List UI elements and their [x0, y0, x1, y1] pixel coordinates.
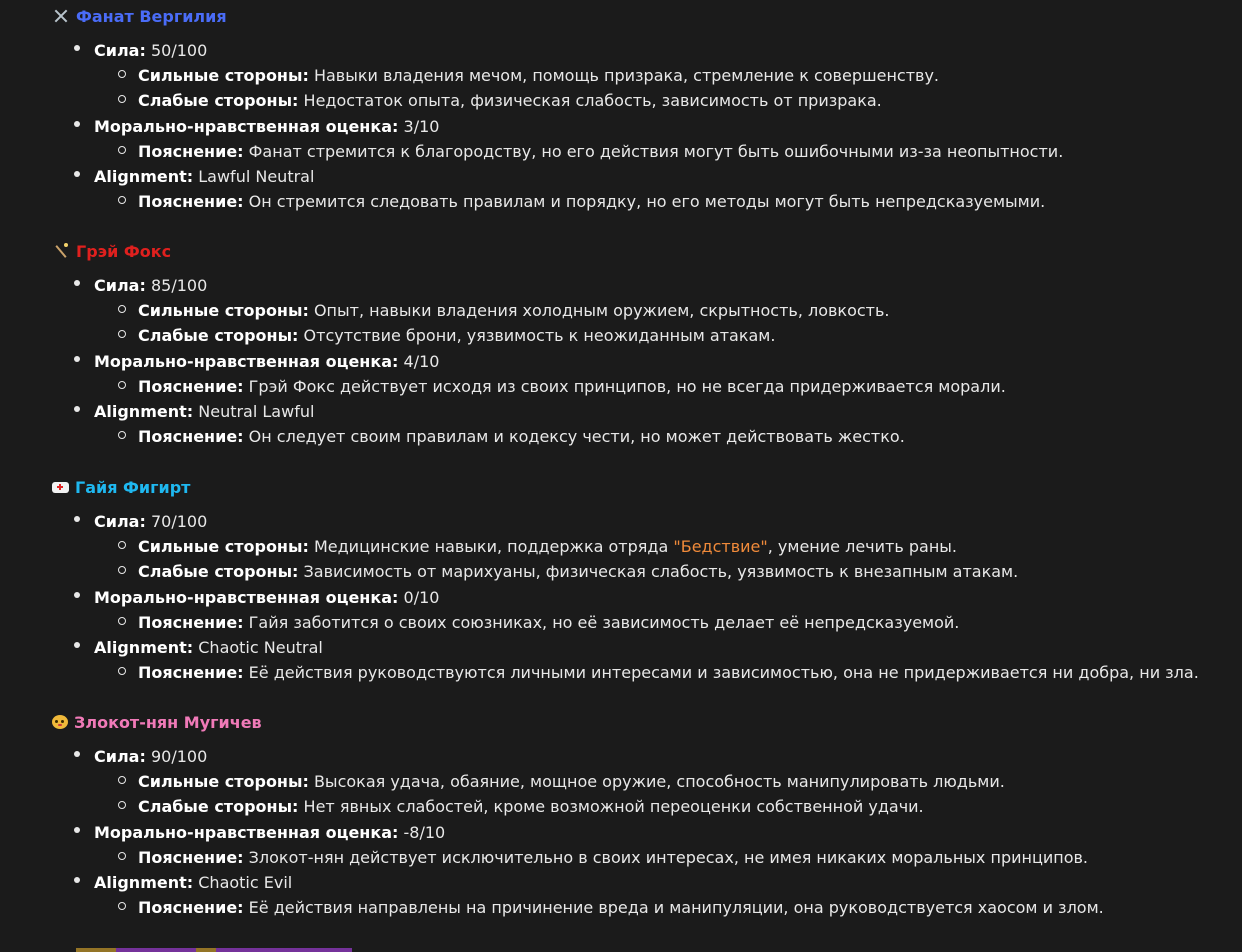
cat-face-icon	[52, 715, 68, 729]
character-heading	[52, 6, 1232, 26]
strength-value: 50/100	[150, 41, 208, 60]
character-stats-list	[52, 41, 1232, 222]
weaknesses-text: Отсутствие брони, уязвимость к неожиданным атакам.	[303, 326, 776, 346]
character-section-virgil-fan	[52, 6, 1232, 222]
strength-label: Сила:	[94, 41, 146, 60]
strength-label: Сила:	[94, 512, 146, 531]
list-item-alignment-explanation	[94, 660, 1232, 685]
character-heading	[52, 712, 1232, 732]
next-character-heading-cutoff	[52, 944, 352, 952]
moral-label: Морально-нравственная оценка:	[94, 587, 399, 607]
explanation-text: Её действия руководствуются личными интересами и зависимостью, она не придерживается ни добра, ни зла.	[248, 663, 1199, 683]
list-item-alignment-explanation	[94, 189, 1232, 214]
character-section-gray-fox	[52, 241, 1232, 457]
explanation-text: Фанат стремится к благородству, но его действия могут быть ошибочными из-за неопытности.	[248, 141, 1064, 161]
strengths-label: Сильные стороны:	[138, 66, 309, 86]
list-item-alignment	[52, 166, 1232, 222]
weaknesses-label: Слабые стороны:	[138, 562, 299, 582]
character-stats-list	[52, 512, 1232, 693]
list-item-moral-explanation	[94, 374, 1232, 399]
magic-wand-icon	[52, 242, 70, 260]
explanation-text: Гайя заботится о своих союзниках, но её зависимость делает её непредсказуемой.	[248, 612, 960, 632]
moral-value: 3/10	[403, 116, 440, 136]
list-item-strengths	[94, 63, 1232, 88]
explanation-label: Пояснение:	[138, 427, 244, 447]
explanation-text: Злокот-нян действует исключительно в своих интересах, не имея никаких моральных принципов.	[248, 847, 1089, 867]
list-item-moral-explanation	[94, 845, 1232, 870]
alignment-value: Neutral Lawful	[198, 401, 315, 421]
strengths-text: Опыт, навыки владения холодным оружием, скрытность, ловкость.	[313, 301, 890, 321]
cutoff-heading-fragment	[76, 948, 352, 952]
character-section-gaia-figirt	[52, 477, 1232, 693]
weaknesses-label: Слабые стороны:	[138, 91, 299, 111]
alignment-label: Alignment:	[94, 637, 194, 657]
strength-label: Сила:	[94, 747, 146, 766]
explanation-text: Её действия направлены на причинение вреда и манипуляции, она руководствуется хаосом и злом.	[248, 898, 1104, 918]
list-item-alignment-explanation	[94, 895, 1232, 920]
character-name: Фанат Вергилия	[76, 6, 227, 26]
list-item-strengths	[94, 769, 1232, 794]
list-item-moral-explanation	[94, 610, 1232, 635]
moral-label: Морально-нравственная оценка:	[94, 351, 399, 371]
list-item-strengths	[94, 298, 1232, 323]
explanation-label: Пояснение:	[138, 612, 244, 632]
strengths-text-after: , умение лечить раны.	[767, 537, 957, 557]
explanation-label: Пояснение:	[138, 376, 244, 396]
explanation-label: Пояснение:	[138, 192, 244, 212]
list-item-alignment	[52, 637, 1232, 693]
strengths-label: Сильные стороны:	[138, 772, 309, 792]
character-heading	[52, 241, 1232, 261]
list-item-alignment	[52, 872, 1232, 928]
strengths-label: Сильные стороны:	[138, 301, 309, 321]
strengths-text: Высокая удача, обаяние, мощное оружие, способность манипулировать людьми.	[313, 772, 1005, 792]
strength-label: Сила:	[94, 276, 146, 295]
list-item-weaknesses	[94, 323, 1232, 348]
list-item-weaknesses	[94, 88, 1232, 113]
list-item-alignment-explanation	[94, 424, 1232, 449]
weaknesses-text: Нет явных слабостей, кроме возможной переоценки собственной удачи.	[303, 797, 924, 817]
moral-value: 0/10	[403, 587, 440, 607]
character-stats-list	[52, 276, 1232, 457]
strength-value: 90/100	[150, 747, 208, 766]
strength-value: 85/100	[150, 276, 208, 295]
moral-value: -8/10	[403, 822, 446, 842]
character-name: Гайя Фигирт	[75, 477, 191, 497]
list-item-weaknesses	[94, 559, 1232, 584]
moral-label: Морально-нравственная оценка:	[94, 822, 399, 842]
character-section-zlokot-nyan	[52, 712, 1232, 928]
character-name: Грэй Фокс	[76, 241, 172, 261]
list-item-strength	[52, 512, 1232, 593]
weaknesses-label: Слабые стороны:	[138, 326, 299, 346]
squad-name-highlight: "Бедствие"	[673, 537, 768, 557]
alignment-value: Lawful Neutral	[198, 166, 315, 186]
list-item-strength	[52, 747, 1232, 828]
crossed-swords-icon	[52, 7, 70, 25]
strengths-label: Сильные стороны:	[138, 537, 309, 557]
list-item-moral-explanation	[94, 139, 1232, 164]
explanation-label: Пояснение:	[138, 663, 244, 683]
strengths-text: Навыки владения мечом, помощь призрака, стремление к совершенству.	[313, 66, 940, 86]
alignment-label: Alignment:	[94, 401, 194, 421]
list-item-strengths	[94, 534, 1232, 559]
ambulance-icon	[52, 482, 69, 493]
character-heading	[52, 477, 1232, 497]
explanation-label: Пояснение:	[138, 898, 244, 918]
list-item-strength	[52, 276, 1232, 357]
alignment-label: Alignment:	[94, 166, 194, 186]
alignment-label: Alignment:	[94, 872, 194, 892]
moral-value: 4/10	[403, 351, 440, 371]
weaknesses-text: Недостаток опыта, физическая слабость, зависимость от призрака.	[303, 91, 882, 111]
alignment-value: Chaotic Neutral	[198, 637, 323, 657]
explanation-label: Пояснение:	[138, 141, 244, 161]
strength-value: 70/100	[150, 512, 208, 531]
explanation-text: Он стремится следовать правилам и порядку, но его методы могут быть непредсказуемыми.	[248, 192, 1046, 212]
list-item-alignment	[52, 401, 1232, 457]
weaknesses-text: Зависимость от марихуаны, физическая слабость, уязвимость к внезапным атакам.	[303, 562, 1019, 582]
strengths-text-before: Медицинские навыки, поддержка отряда	[313, 537, 674, 557]
weaknesses-label: Слабые стороны:	[138, 797, 299, 817]
explanation-label: Пояснение:	[138, 847, 244, 867]
moral-label: Морально-нравственная оценка:	[94, 116, 399, 136]
character-stats-list	[52, 747, 1232, 928]
list-item-weaknesses	[94, 794, 1232, 819]
explanation-text: Он следует своим правилам и кодексу чести, но может действовать жестко.	[248, 427, 905, 447]
explanation-text: Грэй Фокс действует исходя из своих принципов, но не всегда придерживается морали.	[248, 376, 1006, 396]
character-name: Злокот-нян Мугичев	[74, 712, 262, 732]
alignment-value: Chaotic Evil	[198, 872, 293, 892]
list-item-strength	[52, 41, 1232, 122]
